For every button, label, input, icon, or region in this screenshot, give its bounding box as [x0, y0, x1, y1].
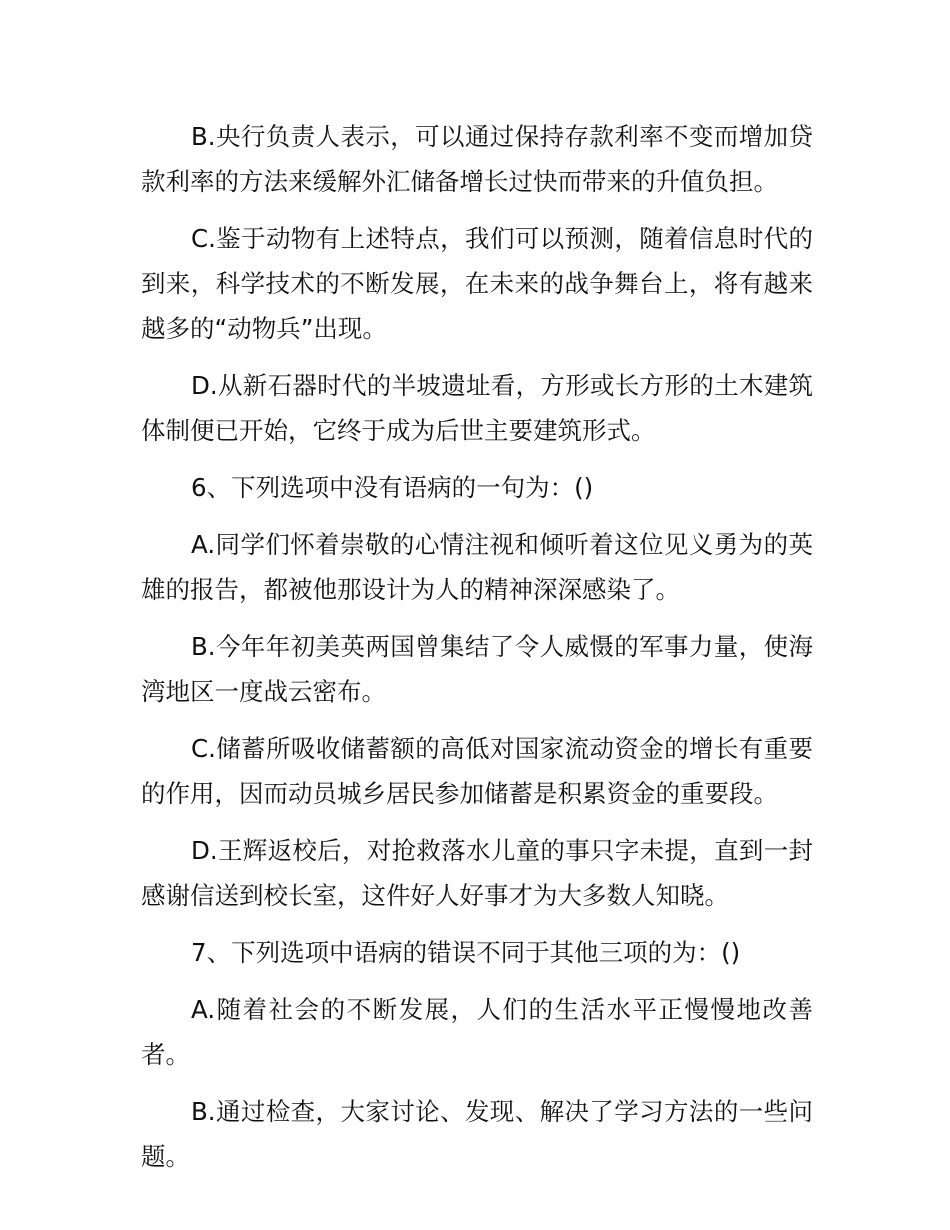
document-body: [141, 114, 813, 1191]
question-7-option-b: B.通过检查，大家讨论、发现、解决了学习方法的一些问题。: [141, 1097, 813, 1171]
question-6-option-a: A.同学们怀着崇敬的心情注视和倾听着这位见义勇为的英雄的报告，都被他那设计为人的精神深深感染了。: [141, 530, 813, 604]
question-6-option-b: B.今年年初美英两国曾集结了令人威慑的军事力量，使海湾地区一度战云密布。: [141, 632, 813, 706]
option-b-paragraph: B.央行负责人表示，可以通过保持存款利率不变而增加贷款利率的方法来缓解外汇储备增长过快而带来的升值负担。: [141, 122, 813, 196]
question-6-option-d: D.王辉返校后，对抢救落水儿童的事只字未提，直到一封感谢信送到校长室，这件好人好事才为大多数人知晓。: [141, 836, 813, 910]
question-6-option-c: C.储蓄所吸收储蓄额的高低对国家流动资金的增长有重要的作用，因而动员城乡居民参加储蓄是积累资金的重要段。: [141, 734, 813, 808]
option-d-paragraph: D.从新石器时代的半坡遗址看，方形或长方形的土木建筑体制便已开始，它终于成为后世主要建筑形式。: [141, 371, 813, 445]
option-c-paragraph: C.鉴于动物有上述特点，我们可以预测，随着信息时代的到来，科学技术的不断发展，在未来的战争舞台上，将有越来越多的“动物兵”出现。: [141, 224, 813, 343]
question-7: 7、下列选项中语病的错误不同于其他三项的为：(): [191, 938, 741, 967]
question-6: 6、下列选项中没有语病的一句为：(): [191, 473, 594, 502]
question-7-option-a: A.随着社会的不断发展，人们的生活水平正慢慢地改善者。: [141, 995, 813, 1069]
